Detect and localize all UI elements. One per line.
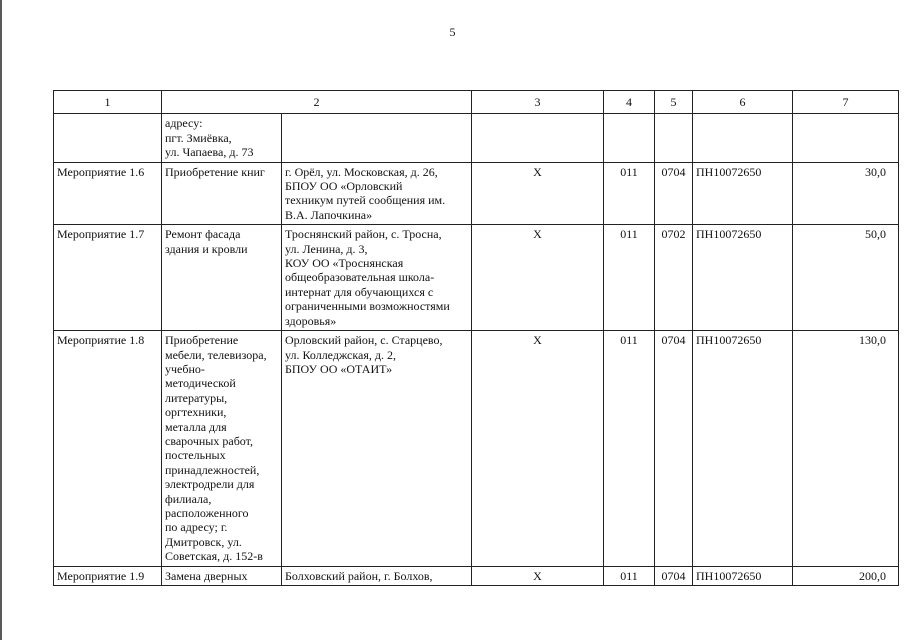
amount-cell [793, 114, 899, 162]
header-cell-1: 1 [54, 91, 162, 114]
address-cell: Троснянский район, с. Тросна, ул. Ленина, д. 3, КОУ ОО «Троснянская общеобразовательная школа- интернат для обучающихся с ограниченными возможностями здоровья» [282, 225, 472, 331]
header-cell-7: 7 [793, 91, 899, 114]
amount-cell: 200,0 [793, 566, 899, 585]
event-cell: Мероприятие 1.9 [54, 566, 162, 585]
table-row [54, 566, 899, 585]
table-row [54, 114, 899, 162]
header-row [54, 91, 899, 114]
description-cell: Приобретение книг [162, 162, 282, 225]
code1-cell [604, 114, 655, 162]
amount-cell: 30,0 [793, 162, 899, 225]
description-cell: Замена дверных [162, 566, 282, 585]
header-cell-5: 5 [655, 91, 693, 114]
code2-cell: 0704 [655, 566, 693, 585]
amount-cell: 130,0 [793, 331, 899, 567]
header-cell-6: 6 [693, 91, 793, 114]
scan-edge [0, 0, 2, 640]
table-row [54, 225, 899, 331]
event-cell [54, 114, 162, 162]
address-cell: г. Орёл, ул. Московская, д. 26, БПОУ ОО «Орловский техникум путей сообщения им. В.А. Лапочкина» [282, 162, 472, 225]
event-cell: Мероприятие 1.7 [54, 225, 162, 331]
code3-cell: ПН10072650 [693, 566, 793, 585]
mark-cell: Х [472, 225, 604, 331]
amount-cell: 50,0 [793, 225, 899, 331]
description-cell: Ремонт фасада здания и кровли [162, 225, 282, 331]
code3-cell: ПН10072650 [693, 225, 793, 331]
code3-cell [693, 114, 793, 162]
page-number: 5 [449, 25, 456, 39]
address-cell: Орловский район, с. Старцево, ул. Колледжская, д. 2, БПОУ ОО «ОТАИТ» [282, 331, 472, 567]
event-cell: Мероприятие 1.8 [54, 331, 162, 567]
code2-cell [655, 114, 693, 162]
mark-cell: Х [472, 566, 604, 585]
table-row [54, 162, 899, 225]
address-cell: Болховский район, г. Болхов, [282, 566, 472, 585]
code2-cell: 0704 [655, 162, 693, 225]
mark-cell [472, 114, 604, 162]
mark-cell: Х [472, 162, 604, 225]
code1-cell: 011 [604, 566, 655, 585]
description-cell: адресу: пгт. Змиёвка, ул. Чапаева, д. 73 [162, 114, 282, 162]
code3-cell: ПН10072650 [693, 331, 793, 567]
code2-cell: 0704 [655, 331, 693, 567]
code3-cell: ПН10072650 [693, 162, 793, 225]
table-row [54, 331, 899, 567]
header-cell-2: 2 [162, 91, 472, 114]
address-cell [282, 114, 472, 162]
event-cell: Мероприятие 1.6 [54, 162, 162, 225]
header-cell-3: 3 [472, 91, 604, 114]
code1-cell: 011 [604, 162, 655, 225]
description-cell: Приобретение мебели, телевизора, учебно- методической литературы, оргтехники, металла для сварочных работ, постельных принадлежностей, электродрели для филиала, расположенного по адресу; г. Дмитровск, ул. Советская, д. 152-в [162, 331, 282, 567]
header-cell-4: 4 [604, 91, 655, 114]
code1-cell: 011 [604, 331, 655, 567]
budget-table [53, 90, 899, 586]
code2-cell: 0702 [655, 225, 693, 331]
code1-cell: 011 [604, 225, 655, 331]
mark-cell: Х [472, 331, 604, 567]
